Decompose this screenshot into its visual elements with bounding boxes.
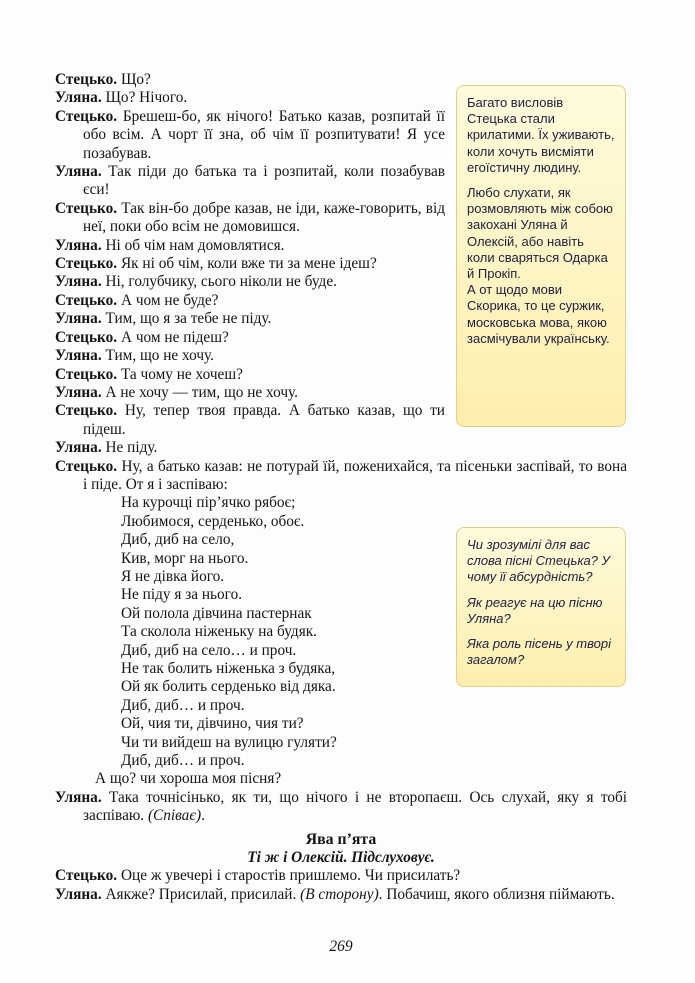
sidebar-questions-box [456, 527, 626, 687]
scene-subheading: Ті ж і Олексій. Підслуховує. [247, 849, 435, 867]
dialogue-line [55, 458, 627, 495]
speech-text: Ну, тепер твоя правда. А батько казав, що ти підеш. [83, 402, 445, 438]
dialogue-line [55, 789, 627, 826]
stage-direction: (В сторону) [300, 885, 379, 903]
sidebar-paragraph: Чи зрозумілі для вас слова пісні Стецька? У чому її абсурдність? [467, 537, 610, 585]
speaker-name: Стецько. [55, 457, 118, 475]
speech-text: Та чому не хочеш? [120, 365, 243, 383]
verse-line: Любимося, серденько, обоє. [121, 512, 305, 530]
verse-line: Я не дівка його. [121, 567, 225, 585]
speech-text: А чом не підеш? [120, 328, 229, 346]
speaker-name: Уляна. [55, 788, 102, 806]
scene-heading: Ява п’ята [305, 830, 377, 848]
speech-text: Тим, що не хочу. [105, 347, 214, 365]
verse-line: Ой полола дівчина пастернак [121, 604, 312, 622]
speaker-name: Стецько. [55, 199, 118, 217]
speaker-name: Стецько. [55, 328, 118, 346]
speaker-name: Стецько. [55, 71, 118, 88]
dialogue-line [55, 867, 627, 885]
speaker-name: Уляна. [55, 163, 102, 181]
sidebar-paragraph: Яка роль пісень у творі загалом? [467, 636, 611, 668]
speech-text: . [201, 807, 205, 825]
speech-text: А не хочу — тим, що не хочу. [105, 383, 298, 401]
speech-text: Ні, голубчику, сього ніколи не буде. [105, 273, 337, 291]
speaker-name: Уляна. [55, 347, 102, 365]
speech-text: Така точнісінько, як ти, що нічого і не второпаєш. Ось слухай, яку я тобі заспіваю. [83, 788, 628, 825]
sidebar-paragraph: А от щодо мови Скорика, то це суржик, московська мова, якою засмічували українську. [467, 282, 610, 346]
verse-line: Чи ти вийдеш на вулицю гуляти? [121, 733, 337, 751]
speaker-name: Стецько. [55, 291, 118, 309]
speech-text: Не піду. [105, 439, 158, 457]
verse-line: Ой, чия ти, дівчино, чия ти? [121, 715, 304, 733]
speech-text: Тим, що я за тебе не піду. [105, 310, 272, 328]
speaker-name: Уляна. [55, 273, 102, 291]
speaker-name: Уляна. [55, 383, 102, 401]
speaker-name: Стецько. [55, 867, 118, 885]
speech-text: Аякже? Присилай, присилай. [105, 885, 301, 903]
verse-line: Диб, диб… и проч. [121, 696, 245, 714]
speaker-name: Уляна. [55, 89, 102, 107]
speaker-name: Стецько. [55, 107, 118, 125]
speech-text: Що? Нічого. [105, 89, 188, 107]
speaker-name: Стецько. [55, 365, 118, 383]
sidebar-paragraph: Любо слухати, як розмовляють між собою закохані Уляна й Олексій, або навіть коли сваряться Одарка й Прокіп. [467, 185, 613, 282]
verse-line: На курочці пір’ячко рябоє; [121, 494, 296, 512]
speaker-name: Стецько. [55, 255, 118, 273]
speech-text: Так піди до батька та і розпитай, коли позабував єси! [83, 163, 445, 199]
speech-text: . Побачиш, якого облизня піймають. [378, 885, 615, 903]
verse-line: Не так болить ніженька з будяка, [121, 660, 336, 677]
verse-closing-line: А що? чи хороша моя пісня? [95, 770, 282, 788]
sidebar-paragraph: Як реагує на цю пісню Уляна? [467, 594, 603, 626]
verse-line: Диб, диб на село… и проч. [121, 641, 297, 659]
speech-text: Що? [120, 71, 151, 88]
speech-text: А чом не буде? [120, 291, 219, 309]
verse-line: Ой як болить серденько від дяка. [121, 678, 336, 696]
speech-text: Як ні об чім, коли вже ти за мене ідеш? [120, 255, 377, 273]
speech-text: Ні об чім нам домовлятися. [105, 236, 285, 254]
verse-line: Не піду я за нього. [121, 586, 243, 604]
sidebar-paragraph: Багато висловів Стецька стали крилатими. Їх уживають, коли хочуть висміяти егоїстичну людину. [467, 95, 615, 175]
verse-line: Диб, диб… и проч. [121, 752, 245, 770]
speech-text: Ну, а батько казав: не потурай їй, поженихайся, та пісеньки заспівай, то вона і піде. От я і заспіваю: [83, 457, 627, 493]
speech-text: Оце ж увечері і старостів пришлемо. Чи присилать? [120, 867, 461, 885]
speaker-name: Уляна. [55, 885, 102, 903]
speech-text: Так він-бо добре казав, не іди, каже-говорить, від неї, поки обо всім не домовишся. [83, 199, 445, 236]
speaker-name: Уляна. [55, 236, 102, 254]
verse-line: Кив, морг на нього. [121, 549, 249, 567]
sidebar-note-box [456, 85, 626, 427]
verse-line: Та сколола ніженьку на будяк. [121, 623, 317, 641]
speaker-name: Стецько. [55, 402, 118, 420]
page-number: 269 [329, 938, 353, 955]
speech-text: Брешеш-бо, як нічого! Батько казав, розпитай її обо всім. А чорт її зна, об чім її розпитувати! Я усе позабував. [83, 107, 445, 162]
verse-line: Диб, диб на село, [121, 531, 235, 549]
speaker-name: Уляна. [55, 310, 102, 328]
stage-direction: (Співає) [147, 807, 202, 825]
dialogue-line [55, 886, 627, 904]
speaker-name: Уляна. [55, 439, 102, 457]
